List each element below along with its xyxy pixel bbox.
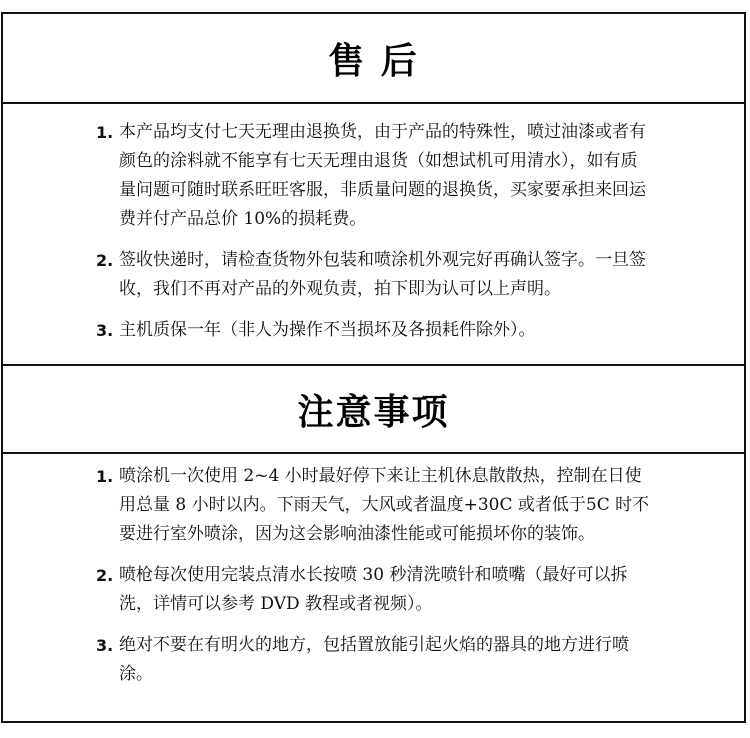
document-frame (1, 12, 746, 723)
item-number: 2. (96, 566, 114, 585)
list-item (3, 462, 744, 549)
divider (3, 102, 744, 104)
item-text: 绝对不要在有明火的地方，包括置放能引起火焰的器具的地方进行喷涂。 (119, 635, 629, 684)
item-number: 2. (96, 251, 114, 270)
list-item (3, 561, 744, 619)
item-text: 喷涂机一次使用 2~4 小时最好停下来让主机休息散散热，控制在日使用总量 8 小时以内。下雨天气，大风或者温度+30C 或者低于5C 时不要进行室外喷涂，因为这会影响油漆性能或可能损坏你的装饰。 (119, 466, 650, 544)
after-sales-list (3, 118, 744, 357)
item-number: 3. (96, 321, 114, 340)
section-title-notes: 注意事项 (297, 391, 450, 433)
item-number: 1. (96, 123, 114, 142)
list-item (3, 118, 744, 234)
item-number: 1. (96, 467, 114, 486)
notes-list (3, 462, 744, 701)
list-item (3, 246, 744, 304)
list-item (3, 316, 744, 345)
item-text: 喷枪每次使用完装点清水长按喷 30 秒清洗喷针和喷嘴（最好可以拆洗，详情可以参考 DVD 教程或者视频）。 (119, 565, 628, 614)
item-text: 本产品均支付七天无理由退换货，由于产品的特殊性，喷过油漆或者有颜色的涂料就不能享有七天无理由退货（如想试机可用清水），如有质量问题可随时联系旺旺客服，非质量问题的退换货，买家要承担来回运费并付产品总价 10%的损耗费。 (119, 122, 646, 229)
section-title-after-sales: 售 后 (328, 40, 419, 82)
item-text: 主机质保一年（非人为操作不当损坏及各损耗件除外）。 (119, 320, 536, 340)
item-text: 签收快递时，请检查货物外包装和喷涂机外观完好再确认签字。一旦签收，我们不再对产品的外观负责，拍下即为认可以上声明。 (119, 250, 646, 299)
item-number: 3. (96, 636, 114, 655)
list-item (3, 631, 744, 689)
divider (3, 452, 744, 454)
